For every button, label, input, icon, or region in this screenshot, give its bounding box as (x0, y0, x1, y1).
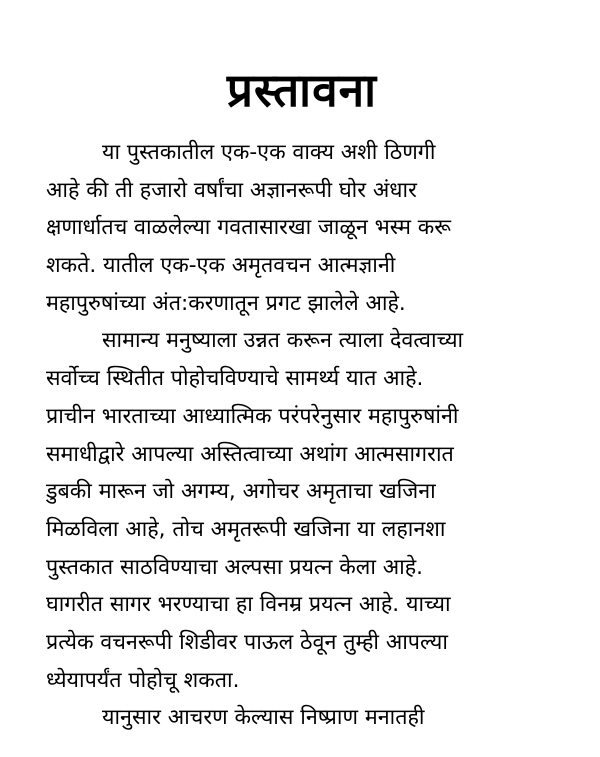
text-line: ध्येयापर्यंत पोहोचू शकता. (46, 667, 240, 693)
text-line: क्षणार्धातच वाळलेल्या गवतासारखा जाळून भस्म करू (46, 215, 451, 241)
body-text (46, 134, 558, 737)
text-line: प्राचीन भारताच्या आध्यात्मिक परंपरेनुसार महापुरुषांनी (46, 403, 459, 429)
text-line: घागरीत सागर भरण्याचा हा विनम्र प्रयत्न आहे. याच्या (46, 592, 451, 618)
paragraph-2 (46, 322, 558, 699)
text-line: आहे की ती हजारो वर्षांचा अज्ञानरूपी घोर अंधार (46, 177, 417, 203)
text-line: प्रत्येक वचनरूपी शिडीवर पाऊल ठेवून तुम्ही आपल्या (46, 629, 448, 655)
paragraph-1 (46, 134, 558, 322)
text-line: सामान्य मनुष्याला उन्नत करून त्याला देवत्वाच्या (102, 328, 464, 354)
text-line: पुस्तकात साठविण्याचा अल्पसा प्रयत्न केला आहे. (46, 554, 424, 580)
text-line: मिळविला आहे, तोच अमृतरूपी खजिना या लहानशा (46, 516, 446, 542)
text-line: या पुस्तकातील एक-एक वाक्य अशी ठिणगी (102, 140, 436, 165)
paragraph-3 (46, 699, 558, 737)
text-line: शकते. यातील एक-एक अमृतवचन आत्मज्ञानी (46, 253, 396, 279)
page-title: प्रस्तावना (226, 63, 378, 117)
text-line: महापुरुषांच्या अंत:करणातून प्रगट झालेले आहे. (46, 290, 406, 316)
text-line: समाधीद्वारे आपल्या अस्तित्वाच्या अथांग आत्मसागरात (46, 441, 454, 467)
text-line: डुबकी मारून जो अगम्य, अगोचर अमृताचा खजिना (46, 479, 436, 505)
text-line: सर्वोच्च स्थितीत पोहोचविण्याचे सामर्थ्य यात आहे. (46, 366, 424, 392)
text-line: यानुसार आचरण केल्यास निष्प्राण मनातही (102, 705, 425, 731)
